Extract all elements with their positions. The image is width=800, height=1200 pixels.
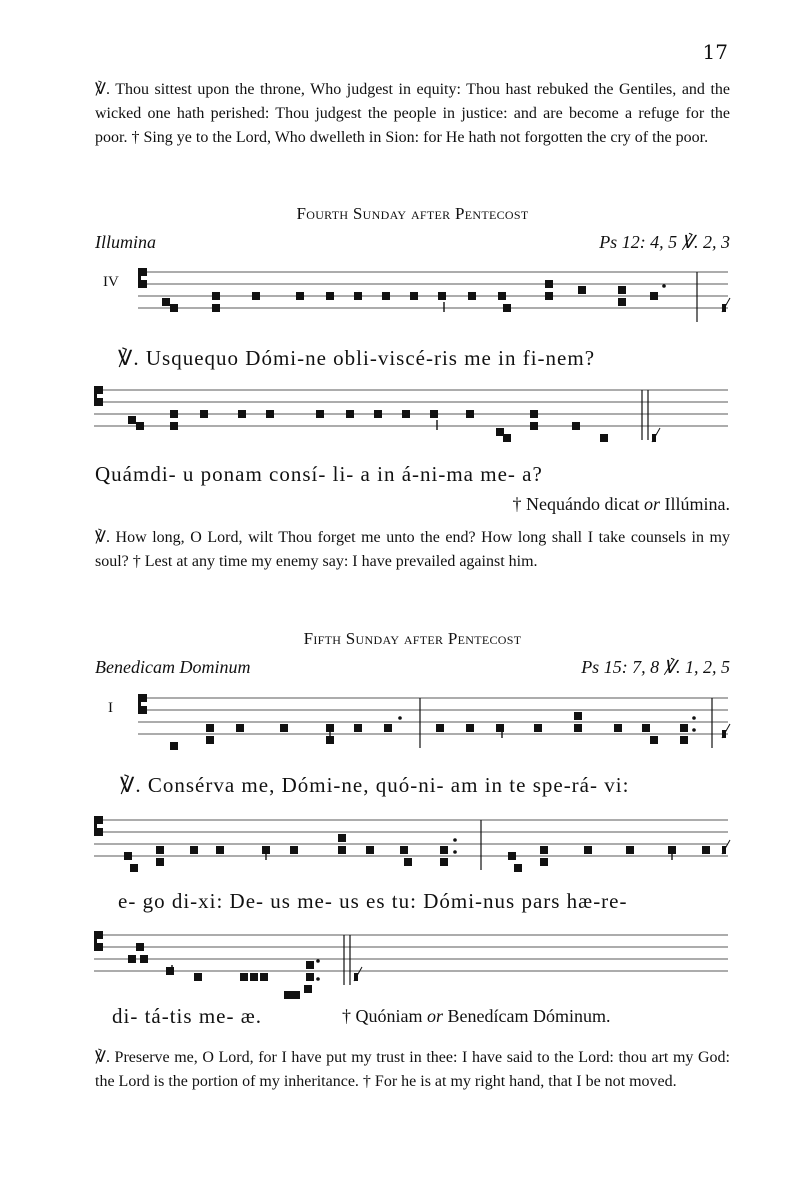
neume bbox=[600, 434, 608, 442]
neume bbox=[618, 286, 626, 294]
neume bbox=[496, 428, 504, 436]
neume bbox=[212, 292, 220, 300]
neume bbox=[170, 742, 178, 750]
neume bbox=[240, 973, 248, 981]
mora-dot bbox=[692, 716, 696, 720]
chant-lyrics-2: Quámdi- u ponam consí- li- a in á-ni-ma me- a? bbox=[95, 462, 543, 486]
neume bbox=[584, 846, 592, 854]
neume bbox=[534, 724, 542, 732]
neume bbox=[304, 985, 312, 993]
chant-staff-4 bbox=[0, 810, 800, 880]
mora-dot bbox=[398, 716, 402, 720]
cue-text: † Nequándo dicat bbox=[512, 494, 640, 514]
neume bbox=[250, 973, 258, 981]
chant-lyrics-1: ℣. Usquequo Dómi-ne obli-viscé-ris me in fi-nem? bbox=[118, 346, 596, 370]
cue-or: or bbox=[643, 494, 660, 514]
neume bbox=[545, 280, 553, 288]
neume bbox=[384, 724, 392, 732]
neume bbox=[326, 292, 334, 300]
incipit-benedicam: Benedicam Dominum bbox=[95, 657, 251, 677]
neume bbox=[438, 292, 446, 300]
neume bbox=[140, 955, 148, 963]
psalm-reference-2: Ps 15: 7, 8 ℣. 1, 2, 5 bbox=[581, 657, 730, 677]
neume bbox=[284, 991, 292, 999]
neume bbox=[650, 292, 658, 300]
repetendum-cue-1 bbox=[513, 494, 730, 515]
neume bbox=[468, 292, 476, 300]
neume bbox=[190, 846, 198, 854]
clef-mark bbox=[94, 931, 97, 951]
chant-staff-5 bbox=[0, 925, 800, 995]
neume bbox=[136, 422, 144, 430]
neume bbox=[402, 410, 410, 418]
mora-dot bbox=[453, 850, 457, 854]
mora-dot bbox=[316, 977, 320, 981]
neume bbox=[410, 292, 418, 300]
neume bbox=[400, 846, 408, 854]
cue-text: † Quóniam bbox=[342, 1006, 423, 1026]
neume bbox=[156, 846, 164, 854]
neume bbox=[166, 967, 174, 975]
chant-staff-3 bbox=[0, 688, 800, 758]
neume bbox=[404, 858, 412, 866]
mode-number-2: I bbox=[108, 700, 113, 716]
neume bbox=[530, 410, 538, 418]
neume bbox=[574, 724, 582, 732]
clef-mark bbox=[138, 268, 141, 288]
neume bbox=[156, 858, 164, 866]
neume bbox=[440, 846, 448, 854]
neume bbox=[466, 724, 474, 732]
clef-mark bbox=[140, 280, 147, 288]
neume bbox=[306, 973, 314, 981]
neume bbox=[702, 846, 710, 854]
neume bbox=[430, 410, 438, 418]
neume bbox=[498, 292, 506, 300]
section-title-fourth-sunday: Fourth Sunday after Pentecost bbox=[296, 204, 529, 223]
neume bbox=[514, 864, 522, 872]
clef-mark bbox=[140, 706, 147, 714]
clef-mark bbox=[96, 386, 103, 394]
neume bbox=[266, 410, 274, 418]
neume bbox=[200, 410, 208, 418]
neume bbox=[382, 292, 390, 300]
section-title-fifth-sunday: Fifth Sunday after Pentecost bbox=[303, 629, 522, 648]
neume bbox=[128, 416, 136, 424]
neume bbox=[436, 724, 444, 732]
neume bbox=[503, 304, 511, 312]
chant-staff-1 bbox=[0, 262, 800, 332]
chant-staff-2 bbox=[0, 380, 800, 450]
neume bbox=[614, 724, 622, 732]
mode-number-1: IV bbox=[103, 274, 119, 290]
neume bbox=[680, 736, 688, 744]
clef-mark bbox=[94, 816, 97, 836]
neume bbox=[170, 422, 178, 430]
mora-dot bbox=[453, 838, 457, 842]
neume bbox=[466, 410, 474, 418]
neume bbox=[540, 858, 548, 866]
psalm-reference-1: Ps 12: 4, 5 ℣. 2, 3 bbox=[599, 232, 730, 252]
neume bbox=[618, 298, 626, 306]
neume bbox=[206, 724, 214, 732]
neume bbox=[162, 298, 170, 306]
clef-mark bbox=[94, 386, 97, 406]
neume bbox=[346, 410, 354, 418]
clef-mark bbox=[140, 694, 147, 702]
neume bbox=[540, 846, 548, 854]
neume bbox=[296, 292, 304, 300]
clef-mark bbox=[140, 268, 147, 276]
neume bbox=[306, 961, 314, 969]
neume bbox=[130, 864, 138, 872]
neume bbox=[194, 973, 202, 981]
neume bbox=[124, 852, 132, 860]
neume bbox=[440, 858, 448, 866]
neume bbox=[170, 410, 178, 418]
neume bbox=[316, 410, 324, 418]
page-number: 17 bbox=[702, 40, 728, 64]
mora-dot bbox=[662, 284, 666, 288]
incipit-illumina: Illumina bbox=[95, 232, 156, 252]
mora-dot bbox=[692, 728, 696, 732]
neume bbox=[572, 422, 580, 430]
neume bbox=[280, 724, 288, 732]
cue-or: or bbox=[427, 1006, 444, 1026]
translation-1: ℣. How long, O Lord, wilt Thou forget me unto the end? How long shall I take counsels in my soul? † Lest at any time my enemy say: I have prevailed against him. bbox=[95, 529, 730, 570]
neume bbox=[136, 943, 144, 951]
clef-mark bbox=[96, 931, 103, 939]
chant-lyrics-3: ℣. Consérva me, Dómi-ne, quó-ni- am in te spe-rá- vi: bbox=[120, 773, 630, 797]
neume bbox=[260, 973, 268, 981]
neume bbox=[292, 991, 300, 999]
cue-incipit: Benedícam Dóminum. bbox=[447, 1006, 611, 1026]
neume bbox=[496, 724, 504, 732]
clef-mark bbox=[96, 943, 103, 951]
neume bbox=[354, 292, 362, 300]
neume bbox=[680, 724, 688, 732]
neume bbox=[354, 724, 362, 732]
neume bbox=[578, 286, 586, 294]
neume bbox=[338, 846, 346, 854]
mora-dot bbox=[316, 959, 320, 963]
neume bbox=[508, 852, 516, 860]
clef-mark bbox=[138, 694, 141, 714]
chant-lyrics-5: di- tá-tis me- æ. bbox=[112, 1004, 262, 1028]
neume bbox=[212, 304, 220, 312]
neume bbox=[374, 410, 382, 418]
neume bbox=[366, 846, 374, 854]
repetendum-cue-2 bbox=[342, 1006, 610, 1027]
neume bbox=[206, 736, 214, 744]
neume bbox=[338, 834, 346, 842]
clef-mark bbox=[96, 828, 103, 836]
neume bbox=[238, 410, 246, 418]
translation-2: ℣. Preserve me, O Lord, for I have put my trust in thee: I have said to the Lord: thou art my God: the Lord is the portion of my inheritance. † For he is at my right hand, that I be not moved. bbox=[95, 1049, 730, 1090]
neume bbox=[290, 846, 298, 854]
clef-mark bbox=[96, 398, 103, 406]
neume bbox=[642, 724, 650, 732]
intro-verse-translation: ℣. Thou sittest upon the throne, Who judgest in equity: Thou hast rebuked the Gentiles, and the wicked one hath perished: Thou judgest the people in justice: and are become a refuge for the poor. † Sing ye to the Lord, Who dwelleth in Sion: for He hath not forgotten the cry of the poor. bbox=[95, 81, 730, 146]
neume bbox=[530, 422, 538, 430]
cue-incipit: Illúmina. bbox=[664, 494, 730, 514]
neume bbox=[574, 712, 582, 720]
neume bbox=[650, 736, 658, 744]
neume bbox=[216, 846, 224, 854]
neume bbox=[128, 955, 136, 963]
neume bbox=[503, 434, 511, 442]
chant-lyrics-4: e- go di-xi: De- us me- us es tu: Dómi-nus pars hæ-re- bbox=[118, 889, 628, 913]
neume bbox=[236, 724, 244, 732]
neume bbox=[545, 292, 553, 300]
clef-mark bbox=[96, 816, 103, 824]
neume bbox=[252, 292, 260, 300]
neume bbox=[626, 846, 634, 854]
neume bbox=[170, 304, 178, 312]
